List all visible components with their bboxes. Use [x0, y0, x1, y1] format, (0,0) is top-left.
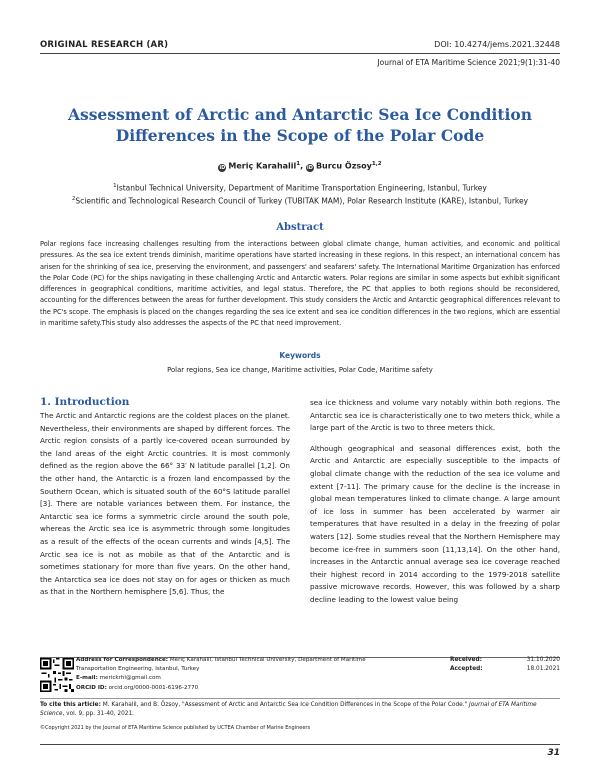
affiliation-mark: 2 — [71, 196, 76, 202]
doi-link[interactable]: DOI: 10.4274/jems.2021.32448 — [434, 40, 560, 49]
received-label: Received: — [450, 657, 482, 663]
journal-reference: Journal of ETA Maritime Science 2021;9(1):31-40 — [377, 58, 560, 67]
affiliation-mark: 1 — [113, 183, 117, 189]
email-label: E-mail: — [76, 675, 98, 682]
title-line-1: Assessment of Arctic and Antarctic Sea Ice Condition — [67, 105, 533, 124]
dates-block — [450, 656, 560, 674]
keywords-list: Polar regions, Sea ice change, Maritime activities, Polar Code, Maritime safety — [167, 366, 433, 374]
section-heading-introduction: 1. Introduction — [40, 396, 130, 408]
orcid-icon[interactable]: iD — [219, 164, 226, 171]
right-column — [310, 397, 560, 607]
author-list: iD Meriç Karahalil$^1$, iD Burcu Özsoy$^{1,2}$ — [219, 161, 382, 171]
received-date: 31.10.2020 — [526, 657, 560, 663]
qr-code-icon[interactable] — [40, 658, 74, 692]
correspondence-address: Meriç Karahalil, Istanbul Technical University, Department of Maritime — [169, 657, 366, 663]
affiliation-text: Istanbul Technical University, Department of Maritime Transportation Engineering, Istanbul, Turkey — [116, 183, 487, 193]
keywords-heading: Keywords — [279, 351, 321, 360]
page-bottom-divider — [40, 744, 560, 745]
article-type: ORIGINAL RESEARCH (AR) — [40, 40, 169, 50]
citation-details: , vol. 9, pp. 31-40, 2021. — [62, 711, 134, 717]
page-number: 31 — [547, 748, 560, 758]
copyright-notice: ©Copyright 2021 by the Journal of ETA Maritime Science published by UCTEA Chamber of Marine Engineers — [40, 725, 311, 731]
accepted-date: 18.01.2021 — [526, 666, 560, 673]
article-title — [40, 104, 560, 146]
orcid-link[interactable]: orcid.org/0000-0001-6196-2770 — [108, 684, 199, 691]
correspondence-block — [76, 656, 406, 693]
citation-block — [40, 701, 560, 719]
email-link[interactable]: merickrhl@gmail.com — [99, 675, 161, 682]
accepted-label: Accepted: — [450, 666, 483, 673]
correspondence-label: Address for Correspondence: — [76, 657, 169, 663]
citation-label: To cite this article: — [40, 702, 101, 708]
abstract-text: Polar regions face increasing challenges resulting from the interactions between global climate change, human activities, and economic and political pressures. As the sea ice extent trends diminish, maritime operations have started increasing in these regions. In this respect, an international concern has arisen for the shrinking of sea ice, preserving the environment, and passengers' and seafarers' safety. The International Maritime Organization has enforced the Polar Code (PC) for the ships navigating in these challenging Arctic and Antarctic waters. Polar regions are similar in some aspects but exhibit significant differences in geographical conditions, maritime activities, and legal status. Therefore, the PC that applies to both regions should be reconsidered, accounting for the differences between the areas for further development. This study considers the Arctic and Antarctic geographical differences relevant to the PC's scope. The emphasis is placed on the changes regarding the sea ice extent and sea ice condition differences in the two regions, which are essential in maritime safety.This study also addresses the aspects of the PC that need improvement. — [40, 240, 560, 328]
author-name: Burcu Özsoy — [315, 161, 372, 171]
author-name: Meriç Karahalil — [228, 161, 297, 171]
paragraph: Although geographical and seasonal differences exist, both the Arctic and Antarctic are especially susceptible to the impacts of global climate change with the reduction of the sea ice volume and extent [7-11]. The primary cause for the decline is the increase in global mean temperatures linked to climate change. A large amount of ice loss in summer has been accelerated by warmer air temperatures that have resulted in a delay in the freezing of polar waters [12]. Some studies reveal that the Northern Hemisphere may become ice-free in summers soon [11,13,14]. On the other hand, increases in the Antarctic annual average sea ice coverage reached their highest record in 2014 according to the 1979-2018 satellite passive microwave records. However, this was followed by a sharp decline leading to the lowest value being — [310, 443, 560, 604]
correspondence-address: Transportation Engineering, Istanbul, Turkey — [76, 666, 200, 673]
author-affiliation-mark: 1,2 — [371, 161, 382, 167]
author-affiliation-mark: 1 — [296, 161, 301, 167]
footer-divider — [40, 698, 560, 699]
affiliation — [40, 183, 560, 193]
orcid-label: ORCID ID: — [76, 684, 107, 691]
header-divider — [40, 53, 560, 54]
title-line-2: Differences in the Scope of the Polar Code — [115, 126, 485, 145]
affiliation — [40, 196, 560, 206]
citation-text: M. Karahalil, and B. Özsoy, "Assessment of Arctic and Antarctic Sea Ice Condition Differences in the Scope of the Polar Code." — [102, 702, 468, 708]
left-column — [40, 410, 290, 599]
paragraph: sea ice thickness and volume vary notably within both regions. The Antarctic sea ice is characteristically one to two meters thick, while a large part of the Arctic is two to three meters thick. — [310, 398, 560, 433]
abstract-heading: Abstract — [276, 222, 324, 233]
orcid-icon[interactable]: iD — [307, 164, 313, 171]
citation-journal: Journal of ETA Maritime Science — [40, 702, 537, 717]
affiliation-text: Scientific and Technological Research Council of Turkey (TUBITAK MAM), Polar Research Institute (KARE), Istanbul, Turkey — [75, 196, 529, 206]
paragraph: The Arctic and Antarctic regions are the coldest places on the planet. Nevertheless, their environments are shaped by different forces. The Arctic region consists of a partly ice-covered ocean surrounded by the land areas of the eight Arctic countries. It is most commonly defined as the region above the 66° 33′ N latitude parallel [1,2]. On the other hand, the Antarctic is a frozen land encompassed by the Southern Ocean, which is situated south of the 60°S latitude parallel [3]. There are notable variances between them. For instance, the Antarctic sea ice forms a symmetric circle around the south pole, whereas the Arctic sea ice is asymmetric through some longitudes as a result of the effects of the ocean currents and winds [4,5]. The Arctic sea ice is not as mobile as that of the Antarctic and is sometimes stationary for more than five years. On the other hand, the Antarctica sea ice does not stay on for ages or thicken as much as that in the Northern hemisphere [5,6]. Thus, the — [40, 411, 290, 597]
